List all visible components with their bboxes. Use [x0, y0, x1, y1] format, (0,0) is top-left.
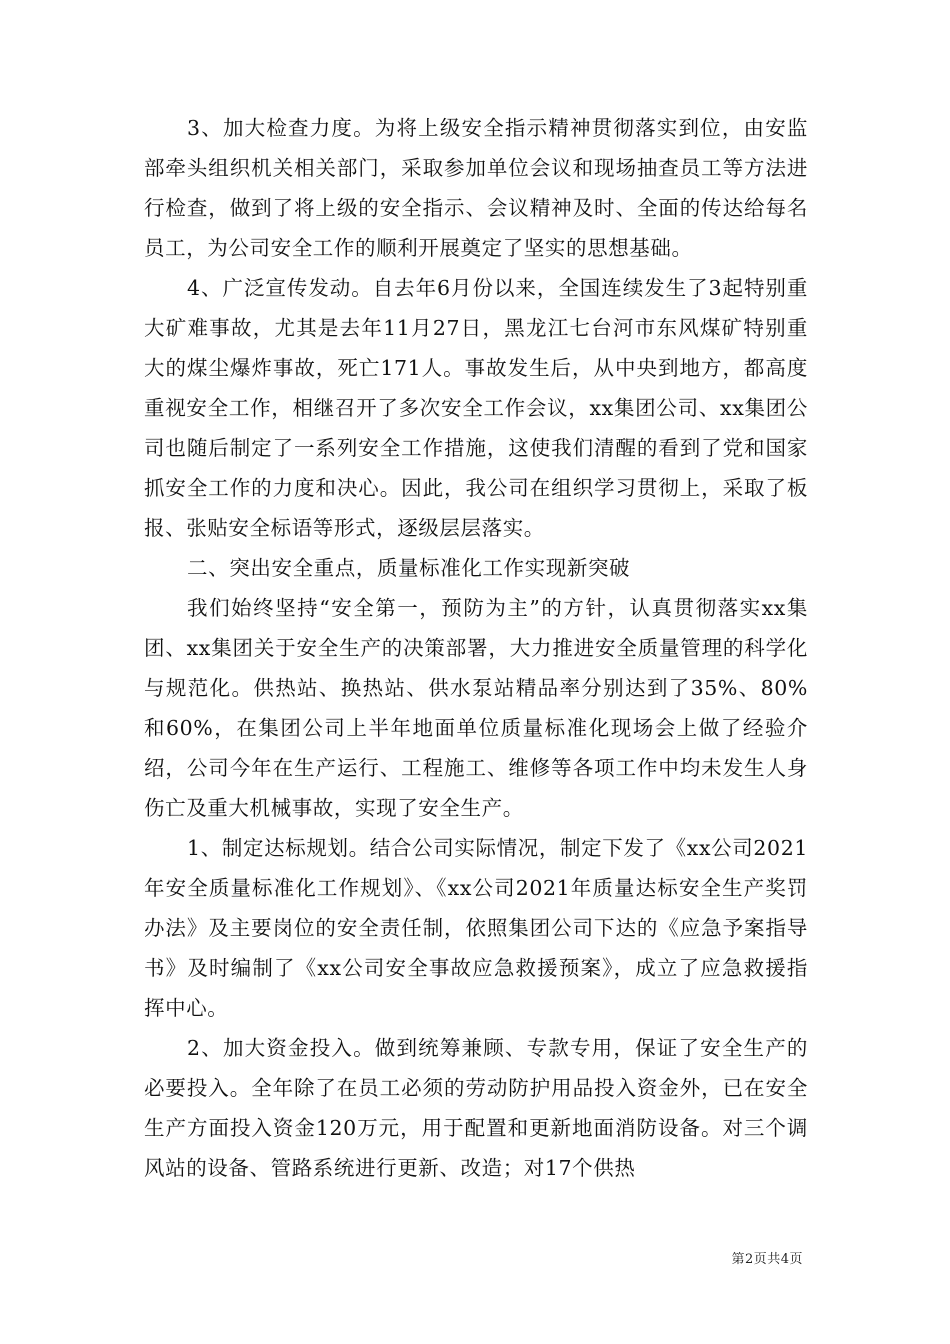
paragraph-safety-policy: 我们始终坚持“安全第一，预防为主”的方针，认真贯彻落实xx集团、xx集团关于安全生产的决策部署，大力推进安全质量管理的科学化与规范化。供热站、换热站、供水泵站精品率分别达到了35%、80%和60%，在集团公司上半年地面单位质量标准化现场会上做了经验介绍，公司今年在生产运行、工程施工、维修等各项工作中均未发生人身伤亡及重大机械事故，实现了安全生产。 [144, 596, 808, 820]
paragraph-funding: 2、加大资金投入。做到统筹兼顾、专款专用，保证了安全生产的必要投入。全年除了在员工必须的劳动防护用品投入资金外，已在安全生产方面投入资金120万元，用于配置和更新地面消防设备。对三个调风站的设备、管路系统进行更新、改造；对17个供热 [144, 1036, 808, 1180]
paragraph-standard-planning: 1、制定达标规划。结合公司实际情况，制定下发了《xx公司2021年安全质量标准化工作规划》、《xx公司2021年质量达标安全生产奖罚办法》及主要岗位的安全责任制，依照集团公司下达的《应急予案指导书》及时编制了《xx公司安全事故应急救援预案》，成立了应急救援指挥中心。 [144, 836, 808, 1020]
paragraph-inspection: 3、加大检查力度。为将上级安全指示精神贯彻落实到位，由安监部牵头组织机关相关部门，采取参加单位会议和现场抽查员工等方法进行检查，做到了将上级的安全指示、会议精神及时、全面的传达给每名员工，为公司安全工作的顺利开展奠定了坚实的思想基础。 [144, 116, 808, 260]
page-number-footer: 第2页共4页 [731, 1252, 803, 1267]
paragraph-publicity: 4、广泛宣传发动。自去年6月份以来，全国连续发生了3起特别重大矿难事故，尤其是去年11月27日，黑龙江七台河市东风煤矿特别重大的煤尘爆炸事故，死亡171人。事故发生后，从中央到地方，都高度重视安全工作，相继召开了多次安全工作会议，xx集团公司、xx集团公司也随后制定了一系列安全工作措施，这使我们清醒的看到了党和国家抓安全工作的力度和决心。因此，我公司在组织学习贯彻上，采取了板报、张贴安全标语等形式，逐级层层落实。 [144, 276, 808, 540]
document-body [144, 108, 808, 1188]
section-heading-safety-focus: 二、突出安全重点，质量标准化工作实现新突破 [187, 556, 631, 580]
